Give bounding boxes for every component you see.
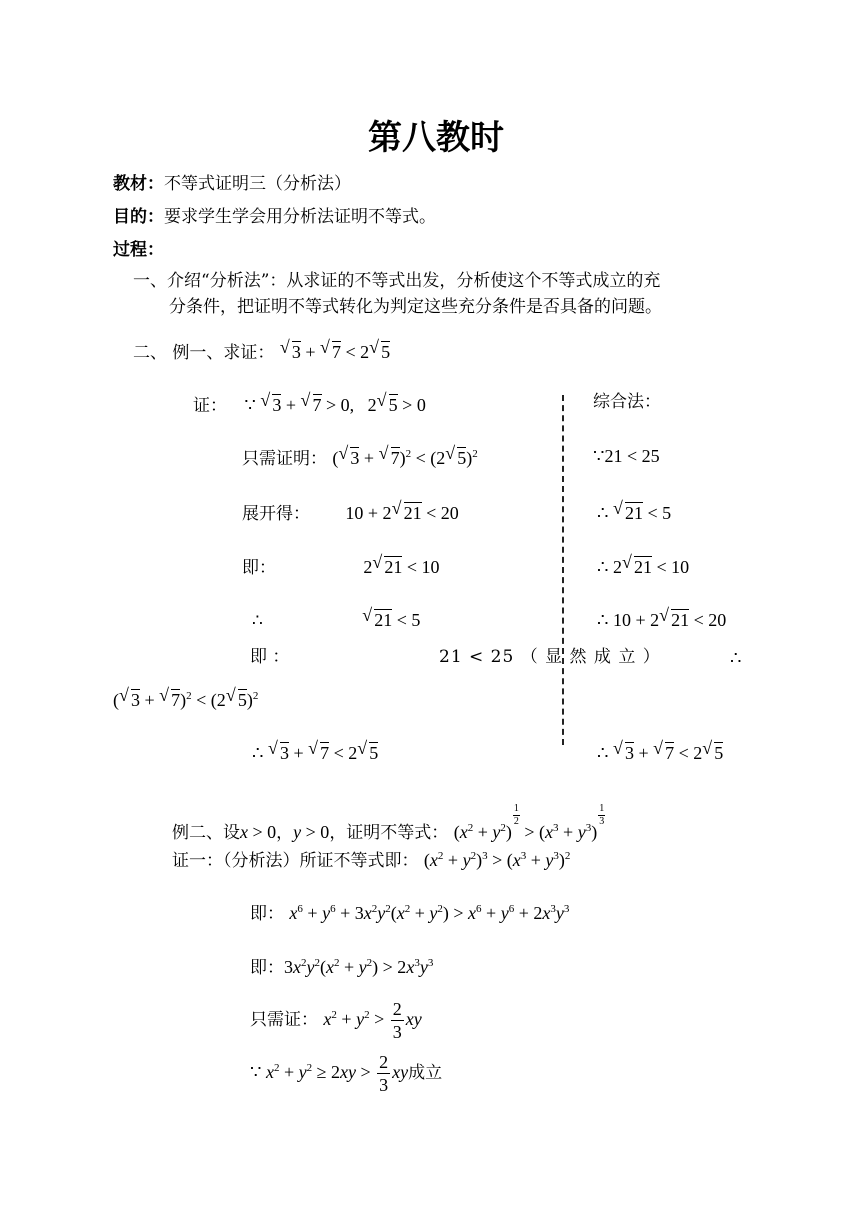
- proof-step-6: [250, 649, 289, 666]
- column-divider: [562, 395, 564, 745]
- step1-formula: ∵ √ 3 + √ 7 > 0, 2√ 5 > 0: [244, 395, 425, 415]
- example2-step2: [250, 958, 433, 977]
- example2-prefix: 例二、设: [172, 823, 240, 843]
- ex2-step4-formula: ∵ $x^2 + y^2 \ge 2xy$ > $\frac{2}{3}$ xy: [250, 1052, 409, 1095]
- proof-step-4: [242, 556, 440, 577]
- goal-label: 目的：: [113, 207, 164, 227]
- material-value: 不等式证明三（分析法）: [164, 174, 351, 194]
- chengli-label: 成立: [408, 1063, 443, 1083]
- example2-formula: $(x^2 + y^2)$ $\frac{1}{2}$ > $(x^3 + y^3)$ $\frac{1}{3}$: [453, 803, 605, 842]
- proof-step-3: [242, 502, 459, 523]
- process-label: 过程：: [113, 240, 164, 260]
- ji-label-2: 即：: [250, 904, 284, 924]
- example1-statement: [133, 341, 390, 362]
- example2-step1: [250, 904, 569, 923]
- ex2-step1-formula: $x^6 + y^6 + 3x^2y^2(x^2 + y^2) > x^6 + y^6 + 2x^3y^3$: [289, 903, 570, 923]
- zonghefa-label: 综合法：: [593, 392, 661, 412]
- step3-formula: 10 + 2√ 21 < 20: [345, 503, 458, 523]
- synth-step-1: ∵21 < 25: [593, 446, 660, 466]
- example2-prove-label: ，证明不等式：: [329, 823, 449, 843]
- obviously-text: 21 < 25 （ 显 然 成 立 ）: [439, 647, 661, 667]
- ex2-step3-formula: $x^2 + y^2$ > $\frac{2}{3}$ xy: [323, 999, 422, 1042]
- need-prove-label: 只需证明：: [242, 449, 327, 469]
- proof1-label: 证一：（分析法）所证不等式即：: [172, 851, 419, 871]
- material-line: [113, 176, 351, 193]
- section1-line2: 分条件，把证明不等式转化为判定这些充分条件是否具备的问题。: [169, 297, 662, 317]
- step5-formula: √ 21 < 5: [362, 610, 420, 630]
- step2-formula: (√ 3 + √ 7)$^2$ < (2√ 5)$^2$: [332, 448, 477, 468]
- example2-step4: [250, 1053, 442, 1094]
- expand-label: 展开得：: [242, 504, 310, 524]
- synth-conclusion: ∴ √ 3 + √ 7 < 2√ 5: [597, 742, 723, 762]
- example2-step3: [250, 1000, 422, 1041]
- proof-step-5: [252, 609, 420, 630]
- ji-sep-label: 即 ：: [250, 647, 290, 667]
- goal-value: 要求学生学会用分析法证明不等式。: [164, 207, 436, 227]
- synth-step-2: ∴ √ 21 < 5: [597, 502, 671, 522]
- example2-statement: 例二、设x > 0，y > 0，证明不等式： $(x^2 + y^2)$ $\frac{1}{2}$ > $(x^3 + y^3)$ $\frac{1}{3}$: [172, 803, 605, 843]
- synth-step-3: ∴ 2√ 21 < 10: [597, 556, 689, 576]
- proof-step-2: [242, 447, 478, 468]
- example1-formula: √ 3 + √ 7 < 2√ 5: [280, 342, 390, 362]
- proof1-formula: $(x^2 + y^2)^3 > (x^3 + y^3)^2$: [423, 850, 571, 870]
- synth-step-4: ∴ 10 + 2√ 21 < 20: [597, 609, 726, 629]
- therefore-symbol-right: ∴: [730, 648, 742, 668]
- proof-step-6-formula: (√ 3 + √ 7)$^2$ < (2√ 5)$^2$: [113, 689, 258, 709]
- example2-proof1: [172, 851, 570, 870]
- page-title: 第八教时: [368, 118, 504, 158]
- step4-formula: 2√ 21 < 10: [363, 557, 439, 577]
- therefore-symbol: ∴: [252, 611, 263, 631]
- need-label: 只需证：: [250, 1010, 318, 1030]
- ji-label-3: 即：: [250, 958, 284, 978]
- goal-line: [113, 209, 436, 226]
- material-label: 教材：: [113, 174, 164, 194]
- ex2-step2-formula: $3x^2y^2(x^2 + y^2) > 2x^3y^3$: [284, 957, 434, 977]
- example1-prefix: 二、 例一、求证：: [133, 343, 275, 363]
- ji-label: 即：: [242, 558, 276, 578]
- proof-step-1: [193, 394, 426, 415]
- section1-line1: 一、介绍“分析法”：从求证的不等式出发，分析使这个不等式成立的充: [133, 271, 661, 291]
- proof-conclusion: ∴ √ 3 + √ 7 < 2√ 5: [252, 742, 378, 762]
- zheng-label: 证：: [193, 396, 227, 416]
